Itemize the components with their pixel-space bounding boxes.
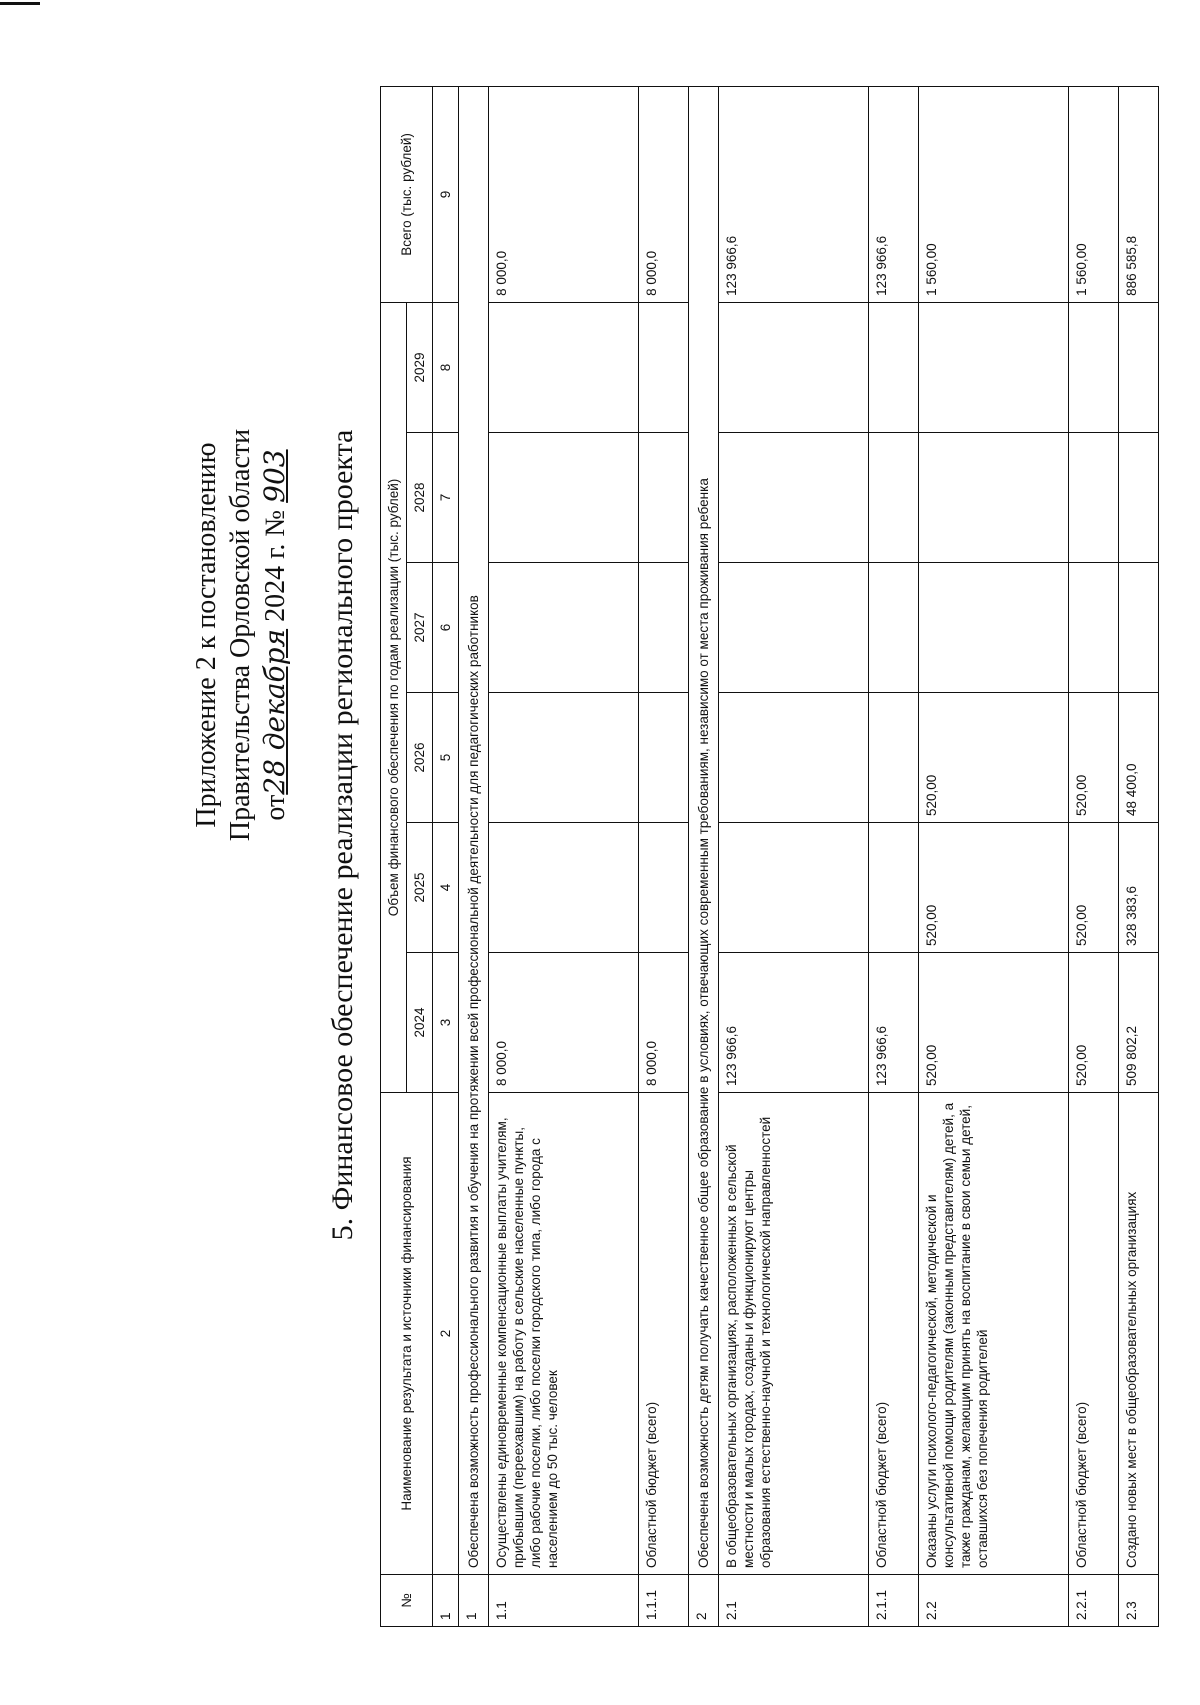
cell-2024: 8 000,0 [489,953,639,1093]
header-year: 2024 [407,953,433,1093]
cell-2028 [639,433,689,563]
cell-2029 [869,302,919,432]
row-number: 2.2 [919,1575,1069,1627]
table-row [919,86,1069,1626]
header-total: Всего (тыс. рублей) [381,86,433,302]
cell-2029 [719,302,869,432]
cell-2027 [919,563,1069,693]
appendix-year-number-label: 2024 г. № [260,509,291,622]
cell-2028 [919,433,1069,563]
row-name: Оказаны услуги психолого-педагогической, методической и консультативной помощи родителям (законным представителям) детей, а также гражданам, желающим принять на воспитание в свои семьи детей, оставшихся без попечения родителей [919,1093,1069,1575]
handwritten-number: 903 [258,449,291,503]
cell-2025 [719,823,869,953]
section-title: Обеспечена возможность детям получать качественное общее образование в условиях, отвечающих современным требованиям, независимо от места проживания ребенка [689,86,719,1574]
section-row-1 [459,86,489,1626]
column-number: 9 [433,86,459,302]
cell-2025: 520,00 [919,823,1069,953]
cell-2029 [639,302,689,432]
row-number: 2.1.1 [869,1575,919,1627]
header-no: № [381,1575,433,1627]
table-row [719,86,869,1626]
column-numbers-row [433,86,459,1626]
row-name: Областной бюджет (всего) [869,1093,919,1575]
appendix-line-2: Правительства Орловской области [225,428,256,842]
cell-total: 886 585,8 [1119,86,1159,302]
cell-2025 [869,823,919,953]
page-title: 5. Финансовое обеспечение реализации регионального проекта [326,429,359,1241]
header-volume: Объем финансового обеспечения по годам реализации (тыс. рублей) [381,302,407,1092]
row-number: 2.1 [719,1575,869,1627]
cell-2024: 520,00 [1069,953,1119,1093]
column-number: 6 [433,563,459,693]
section-2-rows [719,86,1159,1626]
row-name: В общеобразовательных организациях, расположенных в сельской местности и малых городах, созданы и функционируют центры образования естественно-научной и технологической направленностей [719,1093,869,1575]
cell-2026: 520,00 [1069,693,1119,823]
row-name: Областной бюджет (всего) [1069,1093,1119,1575]
table-row [1119,86,1159,1626]
cell-2026: 48 400,0 [1119,693,1159,823]
table-row [489,86,639,1626]
cell-2028 [1069,433,1119,563]
appendix-header [190,325,293,945]
appendix-date-prefix: от [260,794,291,821]
cell-2029 [1069,302,1119,432]
column-number: 5 [433,693,459,823]
header-year: 2027 [407,563,433,693]
cell-2024: 123 966,6 [719,953,869,1093]
handwritten-date: 28 декабря [258,628,291,795]
column-number: 4 [433,823,459,953]
cell-2026 [489,693,639,823]
cell-2026 [869,693,919,823]
header-year: 2026 [407,693,433,823]
cell-2025: 328 383,6 [1119,823,1159,953]
cell-2029 [1119,302,1159,432]
header-row-1 [381,86,407,1626]
column-number: 8 [433,302,459,432]
row-name: Создано новых мест в общеобразовательных организациях [1119,1093,1159,1575]
cell-2026: 520,00 [919,693,1069,823]
column-number: 2 [433,1093,459,1575]
cell-2024: 8 000,0 [639,953,689,1093]
cell-total: 1 560,00 [1069,86,1119,302]
cell-2027 [719,563,869,693]
cell-2028 [719,433,869,563]
cell-2027 [1069,563,1119,693]
row-name: Областной бюджет (всего) [639,1093,689,1575]
cell-2025 [639,823,689,953]
cell-2029 [489,302,639,432]
header-year: 2025 [407,823,433,953]
cell-total: 1 560,00 [919,86,1069,302]
appendix-line-3 [258,325,293,945]
cell-2025: 520,00 [1069,823,1119,953]
cell-2027 [1119,563,1159,693]
cell-2028 [869,433,919,563]
row-number: 2.3 [1119,1575,1159,1627]
column-number: 7 [433,433,459,563]
row-name: Осуществлены единовременные компенсационные выплаты учителям, прибывшим (переехавшим) на работу в сельские населенные пункты, либо рабочие поселки, либо поселки городского типа, либо города с населением до 50 тыс. человек [489,1093,639,1575]
header-year: 2029 [407,302,433,432]
section-number: 2 [689,1575,719,1627]
section-number: 1 [459,1575,489,1627]
column-number: 1 [433,1575,459,1627]
cell-2025 [489,823,639,953]
section-row-2 [689,86,719,1626]
table-row [639,86,689,1626]
table-row [1069,86,1119,1626]
cell-2026 [719,693,869,823]
section-1-rows [489,86,689,1626]
cell-2027 [869,563,919,693]
cell-2026 [639,693,689,823]
cell-total: 123 966,6 [869,86,919,302]
cell-2029 [919,302,1069,432]
scan-edge-mark [0,2,40,5]
cell-total: 8 000,0 [489,86,639,302]
cell-2027 [639,563,689,693]
header-year: 2028 [407,433,433,563]
cell-2027 [489,563,639,693]
cell-total: 123 966,6 [719,86,869,302]
cell-2028 [1119,433,1159,563]
row-number: 1.1 [489,1575,639,1627]
column-number: 3 [433,953,459,1093]
cell-2024: 520,00 [919,953,1069,1093]
financing-table [380,86,1159,1627]
cell-total: 8 000,0 [639,86,689,302]
cell-2024: 123 966,6 [869,953,919,1093]
cell-2028 [489,433,639,563]
row-number: 1.1.1 [639,1575,689,1627]
appendix-line-1: Приложение 2 к постановлению [191,442,222,828]
row-number: 2.2.1 [1069,1575,1119,1627]
cell-2024: 509 802,2 [1119,953,1159,1093]
section-title: Обеспечена возможность профессионального развития и обучения на протяжении всей профессиональной деятельности для педагогических работников [459,86,489,1574]
header-name: Наименование результата и источники финансирования [381,1093,433,1575]
table-row [869,86,919,1626]
